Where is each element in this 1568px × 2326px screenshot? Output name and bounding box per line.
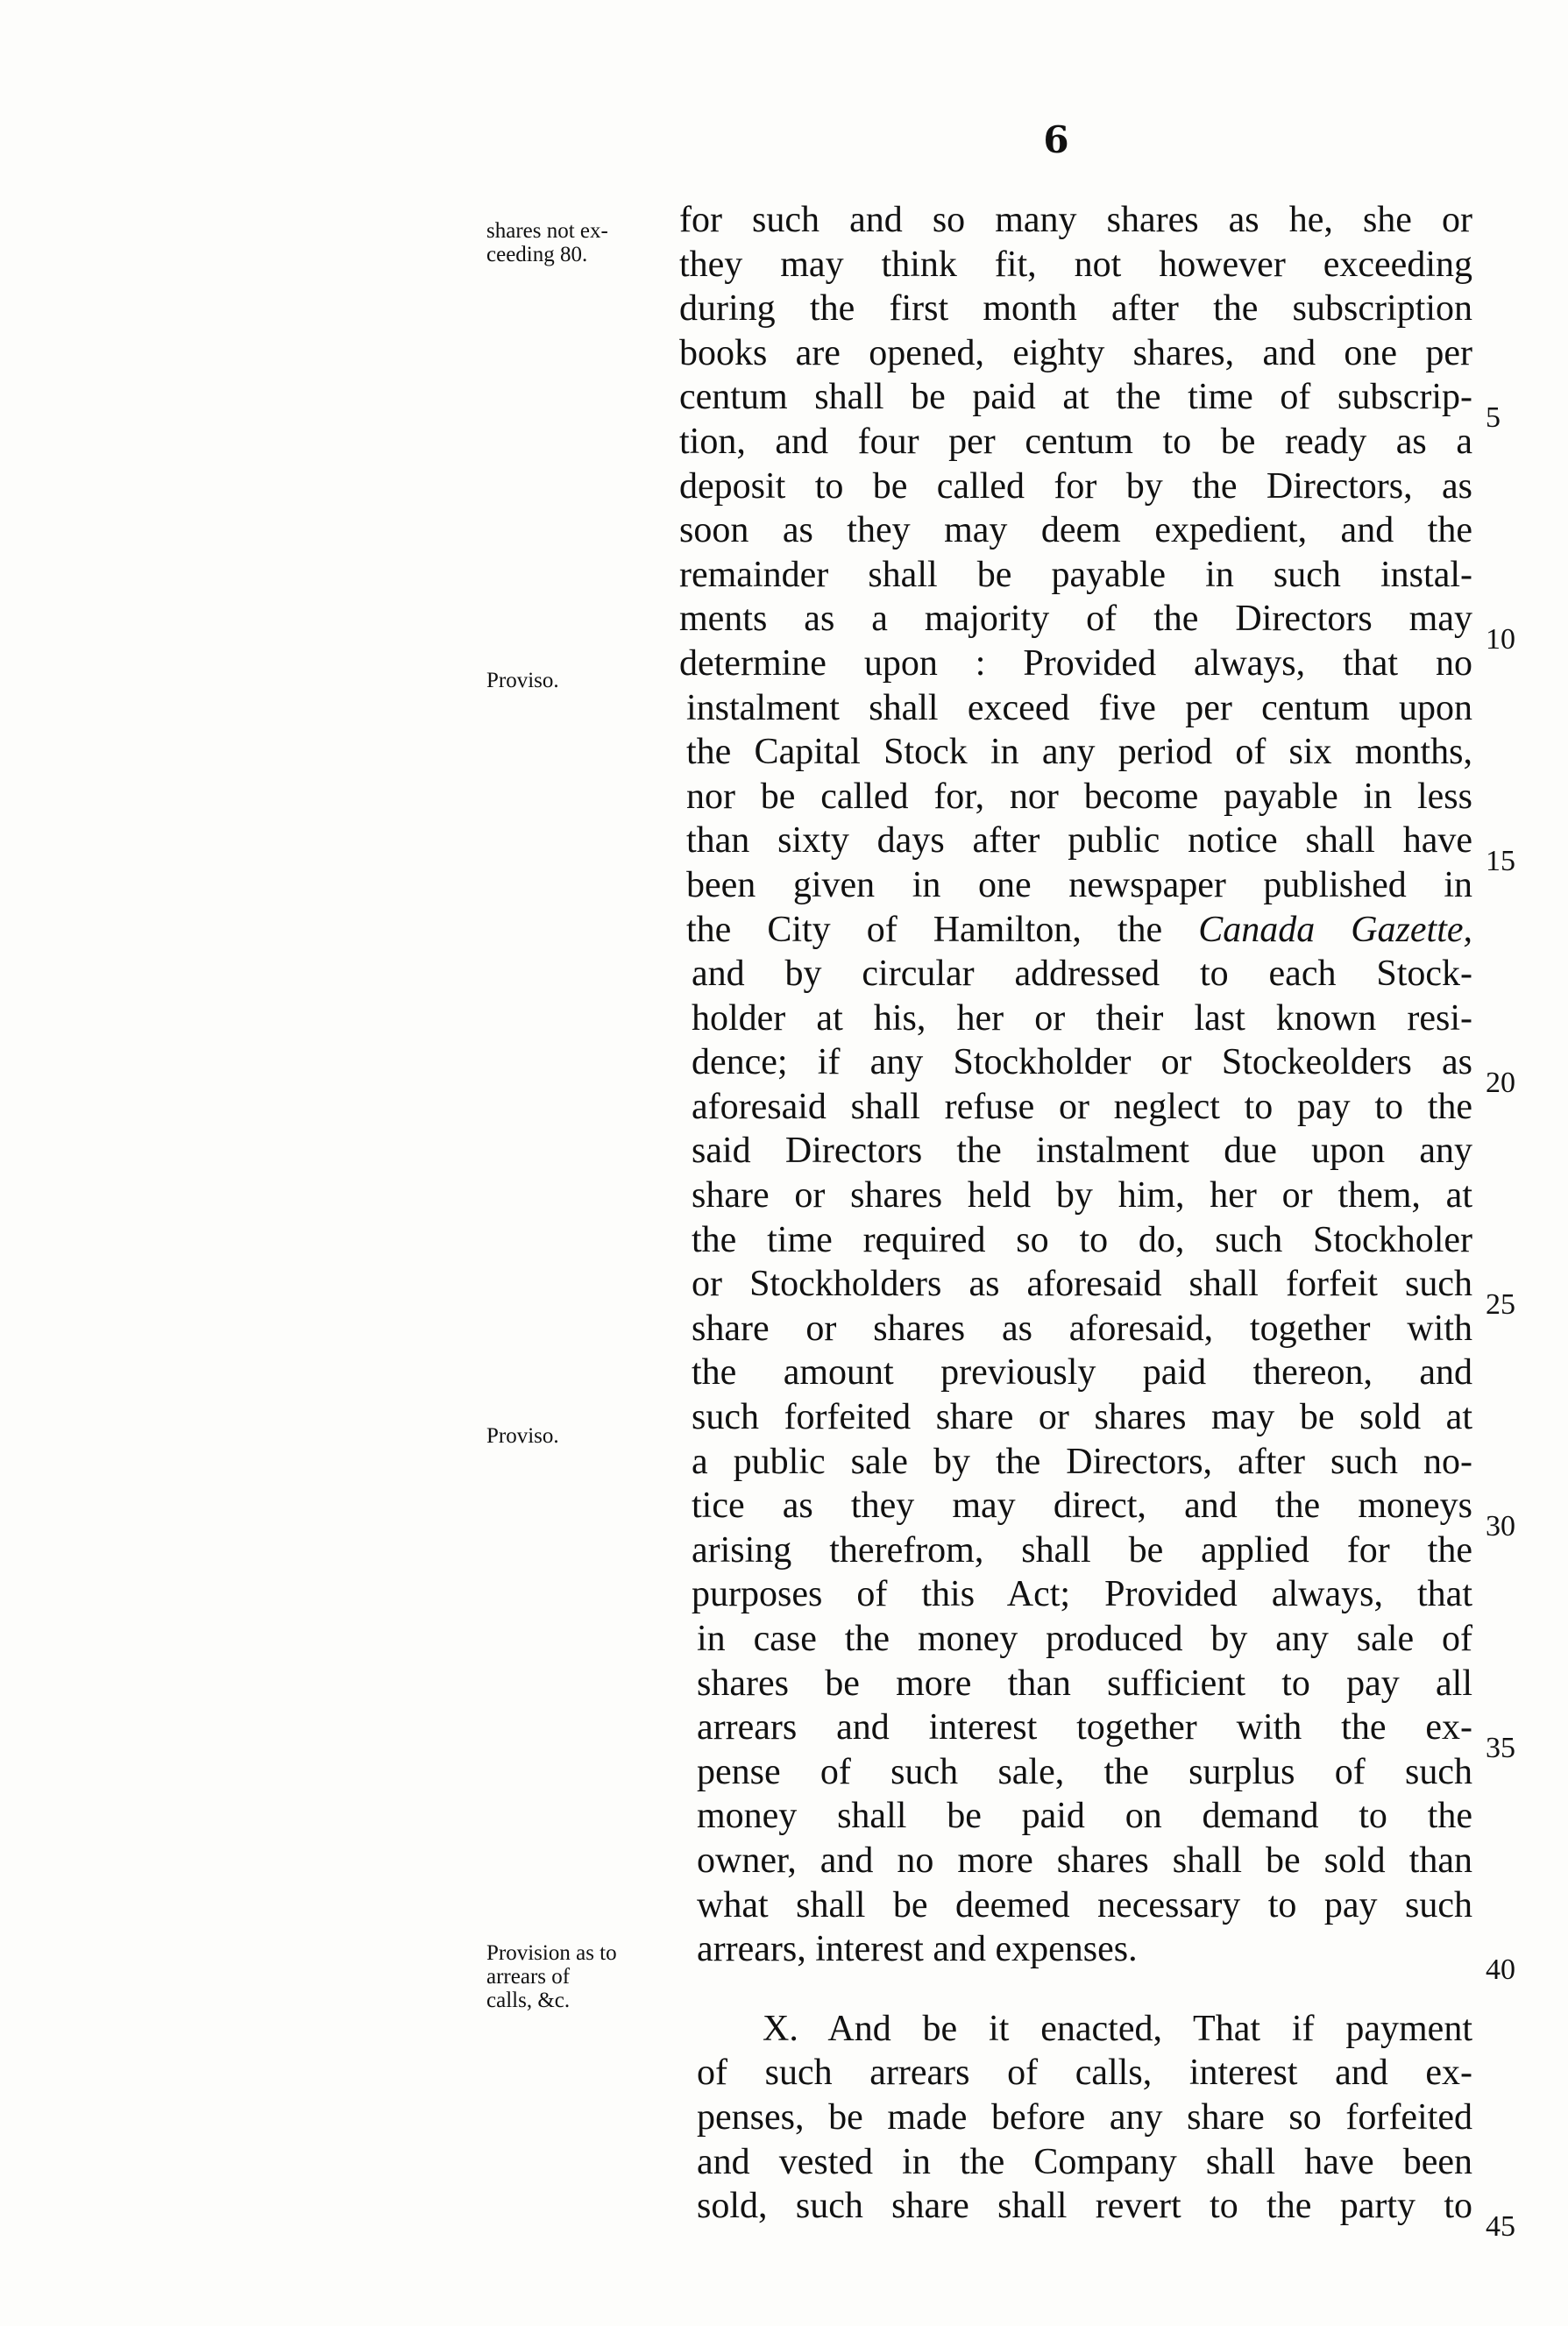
text-line: said Directors the instalment due upon any [692,1131,1472,1172]
text-line: penses, be made before any share so forfeited [697,2096,1472,2138]
text-line: of such arrears of calls, interest and ex- [697,2053,1472,2094]
line-number: 30 [1486,1510,1515,1542]
text-line: a public sale by the Directors, after such no- [692,1441,1472,1482]
text-line: shares be more than sufficient to pay all [697,1663,1472,1704]
line-number: 35 [1486,1732,1515,1764]
line-number: 5 [1486,401,1501,434]
line-number: 10 [1486,623,1515,656]
text-line: nor be called for, nor become payable in less [686,776,1472,817]
text-line: and vested in the Company shall have been [697,2141,1472,2182]
text-line: purposes of this Act; Provided always, that [692,1574,1472,1615]
text-line: tice as they may direct, and the moneys [692,1486,1472,1527]
text-line: books are opened, eighty shares, and one per [679,332,1472,373]
line-number: 40 [1486,1954,1515,1986]
line-number: 15 [1486,845,1515,877]
text-line-with-italic [686,908,1472,953]
text-line: holder at his, her or their last known resi- [692,997,1472,1039]
text-line: share or shares held by him, her or them, at [692,1175,1472,1216]
text-line: owner, and no more shares shall be sold than [697,1840,1472,1881]
text-line: share or shares as aforesaid, together with [692,1308,1472,1349]
text-line: such forfeited share or shares may be sold at [692,1397,1472,1438]
text-line: the Capital Stock in any period of six months, [686,732,1472,773]
text-line: than sixty days after public notice shall have [686,820,1472,862]
text-line: ments as a majority of the Directors may [679,599,1472,640]
text-line: for such and so many shares as he, she or [679,200,1472,240]
margin-note-provision-arrears [486,1941,670,2012]
text-line: tion, and four per centum to be ready as a [679,421,1472,462]
margin-note-proviso-2: Proviso. [486,1424,559,1448]
margin-note-proviso-1: Proviso. [486,669,559,692]
italic-phrase: Canada Gazette, [1198,909,1473,950]
line-number: 20 [1486,1067,1515,1099]
line-number: 25 [1486,1288,1515,1321]
margin-note-line: ceeding 80. [486,243,588,266]
line-number: 45 [1486,2210,1515,2243]
margin-note-line: Provision as to [486,1941,617,1965]
text-line: remainder shall be payable in such instal- [679,554,1472,595]
margin-note-line: calls, &c. [486,1989,571,2012]
text-line-last: arrears, interest and expenses. [697,1929,1138,1970]
text-line: dence; if any Stockholder or Stockeolders as [692,1042,1472,1083]
text-line: pense of such sale, the surplus of such [697,1751,1472,1792]
section-heading-line: X. And be it enacted, That if payment [763,2008,1472,2049]
text-line: and by circular addressed to each Stock- [692,954,1472,995]
text-line: instalment shall exceed five per centum upon [686,687,1472,728]
text-line: determine upon : Provided always, that no [679,642,1472,684]
text-line: aforesaid shall refuse or neglect to pay to the [692,1086,1472,1127]
margin-note-line: shares not ex- [486,219,608,243]
text-line: what shall be deemed necessary to pay such [697,1884,1472,1925]
text-line: during the first month after the subscription [679,288,1472,330]
text-line: arrears and interest together with the ex- [697,1707,1472,1748]
text-line: they may think fit, not however exceeding [679,244,1472,285]
page-number: 6 [1043,118,1069,161]
text-line: soon as they may deem expedient, and the [679,510,1472,551]
text-line: sold, such share shall revert to the party to [697,2186,1472,2227]
body-text [679,198,1472,2229]
text-line: been given in one newspaper published in [686,864,1472,905]
text-line: in case the money produced by any sale of [697,1619,1472,1659]
margin-note-shares [486,219,670,266]
margin-note-line: arrears of [486,1965,571,1989]
text-line-start: the City of Hamilton, the [686,909,1163,950]
text-line: or Stockholders as aforesaid shall forfeit such [692,1264,1472,1305]
paragraph-gap [679,1972,1472,2007]
text-line: the amount previously paid thereon, and [692,1352,1472,1393]
text-line: arising therefrom, shall be applied for the [692,1529,1472,1571]
text-line: centum shall be paid at the time of subscrip- [679,377,1472,418]
text-line: money shall be paid on demand to the [697,1796,1472,1837]
text-line: deposit to be called for by the Directors, as [679,465,1472,507]
text-line: the time required so to do, such Stockholer [692,1219,1472,1260]
